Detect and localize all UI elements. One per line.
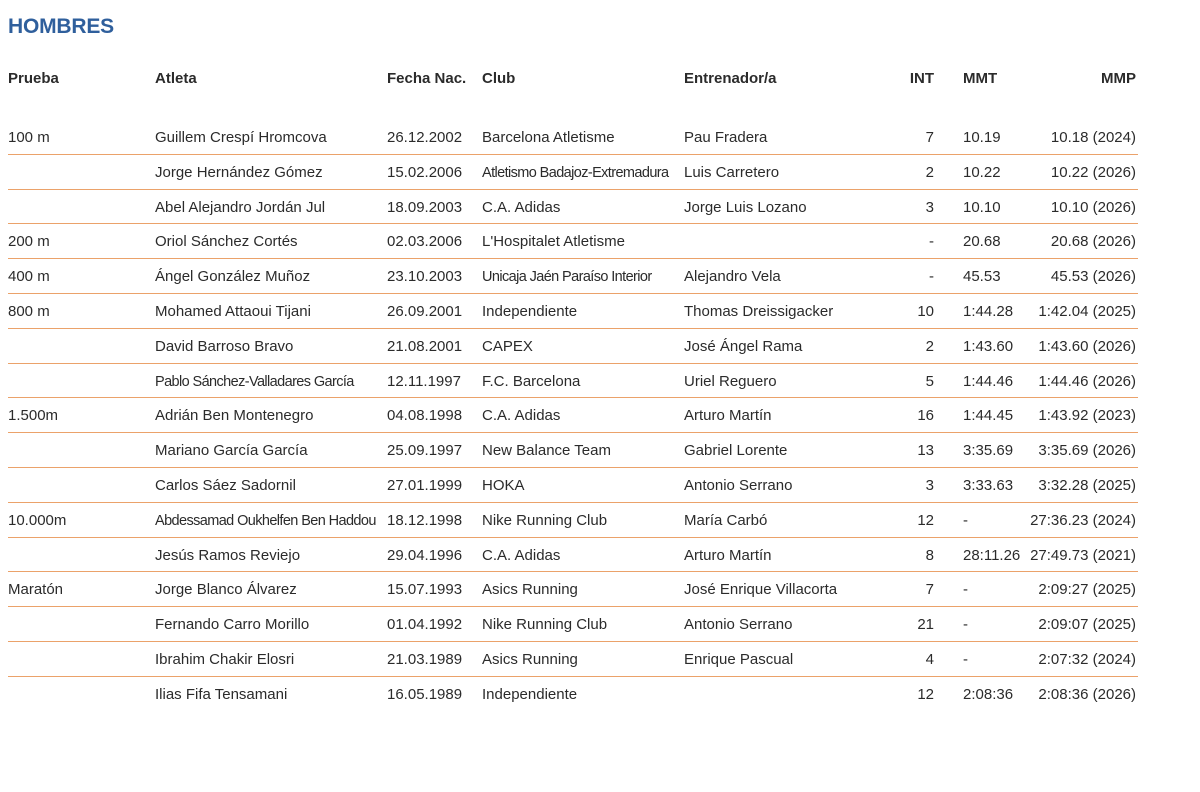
table-row: [8, 329, 1138, 364]
cell-mmp: 1:43.60 (2026): [1038, 337, 1136, 355]
cell-club: Barcelona Atletisme: [482, 129, 615, 146]
cell-entrenador: María Carbó: [684, 511, 768, 529]
cell-fecha: 02.03.2006: [387, 233, 463, 251]
cell-mmp: 27:36.23 (2024): [1030, 511, 1136, 529]
table-row: [8, 294, 1138, 329]
cell-entrenador: Gabriel Lorente: [684, 442, 788, 460]
cell-int: 12: [917, 685, 934, 703]
cell-fecha: 18.09.2003: [387, 198, 463, 216]
cell-club: Independiente: [482, 302, 578, 320]
cell-entrenador: José Ángel Rama: [684, 337, 803, 355]
cell-mmt: 20.68: [963, 233, 1001, 251]
cell-int: -: [929, 233, 934, 251]
cell-club: Nike Running Club: [482, 616, 608, 634]
cell-atleta: Oriol Sánchez Cortés: [155, 233, 298, 251]
table-row: [8, 572, 1138, 607]
cell-mmp: 2:08:36 (2026): [1038, 685, 1136, 703]
cell-club: New Balance Team: [482, 442, 611, 460]
cell-fecha: 15.02.2006: [387, 163, 463, 181]
cell-fecha: 01.04.1992: [387, 616, 463, 634]
cell-club: Nike Running Club: [482, 511, 608, 529]
cell-fecha: 18.12.1998: [387, 511, 463, 529]
cell-atleta: Jesús Ramos Reviejo: [155, 546, 301, 564]
cell-mmt: -: [963, 616, 968, 634]
cell-fecha: 21.08.2001: [387, 337, 463, 355]
cell-prueba: 400 m: [8, 268, 50, 286]
cell-atleta: Abdessamad Oukhelfen Ben Haddou: [155, 512, 376, 529]
cell-mmp: 1:42.04 (2025): [1038, 302, 1136, 320]
cell-int: 7: [925, 581, 934, 599]
cell-mmt: 10.22: [963, 163, 1001, 181]
cell-int: 2: [925, 337, 934, 355]
cell-atleta: Guillem Crespí Hromcova: [155, 129, 327, 146]
cell-mmt: 10.10: [963, 198, 1001, 216]
table-row: [8, 433, 1138, 468]
cell-fecha: 25.09.1997: [387, 442, 463, 460]
cell-int: 3: [925, 476, 934, 494]
cell-mmp: 3:32.28 (2025): [1038, 476, 1136, 494]
table-row: [8, 120, 1138, 155]
table-row: [8, 364, 1138, 399]
cell-club: Independiente: [482, 685, 578, 703]
cell-prueba: Maratón: [8, 581, 64, 599]
cell-mmp: 1:44.46 (2026): [1038, 372, 1136, 390]
table-row: [8, 642, 1138, 677]
cell-mmp: 2:07:32 (2024): [1038, 650, 1136, 668]
cell-fecha: 16.05.1989: [387, 685, 463, 703]
cell-mmp: 3:35.69 (2026): [1038, 442, 1136, 460]
cell-mmp: 2:09:27 (2025): [1038, 581, 1136, 599]
cell-mmt: 3:33.63: [963, 476, 1014, 494]
cell-prueba: 200 m: [8, 233, 50, 251]
cell-club: C.A. Adidas: [482, 546, 561, 564]
cell-mmp: 27:49.73 (2021): [1030, 546, 1136, 564]
cell-fecha: 29.04.1996: [387, 546, 463, 564]
cell-mmt: 1:44.45: [963, 407, 1014, 425]
header-prueba: Prueba: [8, 70, 59, 87]
cell-prueba: 100 m: [8, 129, 50, 146]
cell-fecha: 12.11.1997: [387, 372, 461, 390]
cell-entrenador: Arturo Martín: [684, 407, 772, 425]
header-atleta: Atleta: [155, 70, 197, 87]
cell-int: 10: [917, 302, 934, 320]
table-row: [8, 538, 1138, 573]
table-row: [8, 607, 1138, 642]
cell-atleta: Mohamed Attaoui Tijani: [155, 302, 311, 320]
cell-int: 8: [925, 546, 934, 564]
cell-atleta: Adrián Ben Montenegro: [155, 407, 314, 425]
athletes-table: [8, 120, 1138, 712]
cell-int: 7: [925, 129, 934, 146]
cell-atleta: Pablo Sánchez-Valladares García: [155, 373, 354, 390]
cell-fecha: 26.12.2002: [387, 129, 463, 146]
cell-atleta: Jorge Hernández Gómez: [155, 163, 323, 181]
table-row: [8, 503, 1138, 538]
header-mmt: MMT: [963, 70, 998, 87]
cell-mmp: 2:09:07 (2025): [1038, 616, 1136, 634]
cell-atleta: Jorge Blanco Álvarez: [155, 581, 297, 599]
cell-entrenador: José Enrique Villacorta: [684, 581, 838, 599]
cell-int: 2: [925, 163, 934, 181]
table-row: [8, 398, 1138, 433]
cell-club: Unicaja Jaén Paraíso Interior: [482, 269, 652, 286]
cell-club: Asics Running: [482, 650, 578, 668]
cell-entrenador: Enrique Pascual: [684, 650, 794, 668]
cell-mmt: 1:44.28: [963, 302, 1014, 320]
table-header: [8, 68, 1138, 92]
cell-atleta: David Barroso Bravo: [155, 337, 294, 355]
cell-club: CAPEX: [482, 337, 533, 355]
cell-entrenador: Uriel Reguero: [684, 372, 777, 390]
cell-int: 4: [925, 650, 934, 668]
cell-club: C.A. Adidas: [482, 198, 561, 216]
cell-int: -: [929, 268, 934, 286]
cell-entrenador: Alejandro Vela: [684, 268, 781, 286]
table-row: [8, 259, 1138, 294]
cell-atleta: Abel Alejandro Jordán Jul: [155, 198, 326, 216]
cell-mmp: 20.68 (2026): [1050, 233, 1136, 251]
cell-prueba: 1.500m: [8, 407, 59, 425]
header-int: INT: [909, 70, 934, 87]
cell-mmt: 2:08:36: [963, 685, 1014, 703]
cell-int: 16: [917, 407, 934, 425]
cell-int: 13: [917, 442, 934, 460]
cell-fecha: 15.07.1993: [387, 581, 463, 599]
cell-entrenador: Thomas Dreissigacker: [684, 302, 834, 320]
cell-club: F.C. Barcelona: [482, 372, 581, 390]
cell-prueba: 800 m: [8, 302, 50, 320]
cell-club: C.A. Adidas: [482, 407, 561, 425]
cell-int: 5: [925, 372, 934, 390]
cell-int: 21: [917, 616, 934, 634]
cell-atleta: Fernando Carro Morillo: [155, 616, 310, 634]
cell-entrenador: Luis Carretero: [684, 163, 780, 181]
cell-fecha: 26.09.2001: [387, 302, 463, 320]
table-row: [8, 468, 1138, 503]
cell-mmp: 10.22 (2026): [1050, 163, 1136, 181]
cell-entrenador: Antonio Serrano: [684, 616, 793, 634]
header-entrenador: Entrenador/a: [684, 70, 777, 87]
cell-mmt: 3:35.69: [963, 442, 1014, 460]
cell-prueba: 10.000m: [8, 511, 67, 529]
cell-entrenador: Arturo Martín: [684, 546, 772, 564]
header-fecha: Fecha Nac.: [387, 70, 467, 87]
page-title: HOMBRES: [8, 15, 114, 38]
cell-mmt: 45.53: [963, 268, 1001, 286]
cell-atleta: Ángel González Muñoz: [155, 268, 311, 286]
cell-fecha: 27.01.1999: [387, 476, 463, 494]
table-row: [8, 155, 1138, 190]
cell-fecha: 23.10.2003: [387, 268, 463, 286]
cell-mmt: 1:44.46: [963, 372, 1014, 390]
cell-mmp: 10.10 (2026): [1050, 198, 1136, 216]
cell-entrenador: Jorge Luis Lozano: [684, 198, 807, 216]
cell-mmt: 1:43.60: [963, 337, 1014, 355]
cell-int: 3: [925, 198, 934, 216]
cell-mmt: 28:11.26: [963, 546, 1021, 564]
table-row: [8, 224, 1138, 259]
cell-fecha: 21.03.1989: [387, 650, 463, 668]
cell-atleta: Ilias Fifa Tensamani: [155, 685, 288, 703]
cell-club: Asics Running: [482, 581, 578, 599]
cell-fecha: 04.08.1998: [387, 407, 463, 425]
header-mmp: MMP: [1101, 70, 1136, 87]
cell-club: L'Hospitalet Atletisme: [482, 233, 625, 251]
cell-entrenador: Antonio Serrano: [684, 476, 793, 494]
table-row: [8, 677, 1138, 712]
cell-atleta: Carlos Sáez Sadornil: [155, 476, 296, 494]
cell-mmp: 1:43.92 (2023): [1038, 407, 1136, 425]
cell-int: 12: [917, 511, 934, 529]
cell-mmt: -: [963, 650, 968, 668]
cell-mmp: 10.18 (2024): [1050, 129, 1136, 146]
cell-atleta: Ibrahim Chakir Elosri: [155, 650, 295, 668]
cell-mmp: 45.53 (2026): [1050, 268, 1136, 286]
cell-mmt: 10.19: [963, 129, 1001, 146]
cell-atleta: Mariano García García: [155, 442, 308, 460]
cell-club: Atletismo Badajoz-Extremadura: [482, 164, 669, 181]
header-club: Club: [482, 70, 516, 87]
cell-entrenador: Pau Fradera: [684, 129, 768, 146]
cell-club: HOKA: [482, 476, 525, 494]
cell-mmt: -: [963, 581, 968, 599]
table-row: [8, 190, 1138, 225]
cell-mmt: -: [963, 511, 968, 529]
